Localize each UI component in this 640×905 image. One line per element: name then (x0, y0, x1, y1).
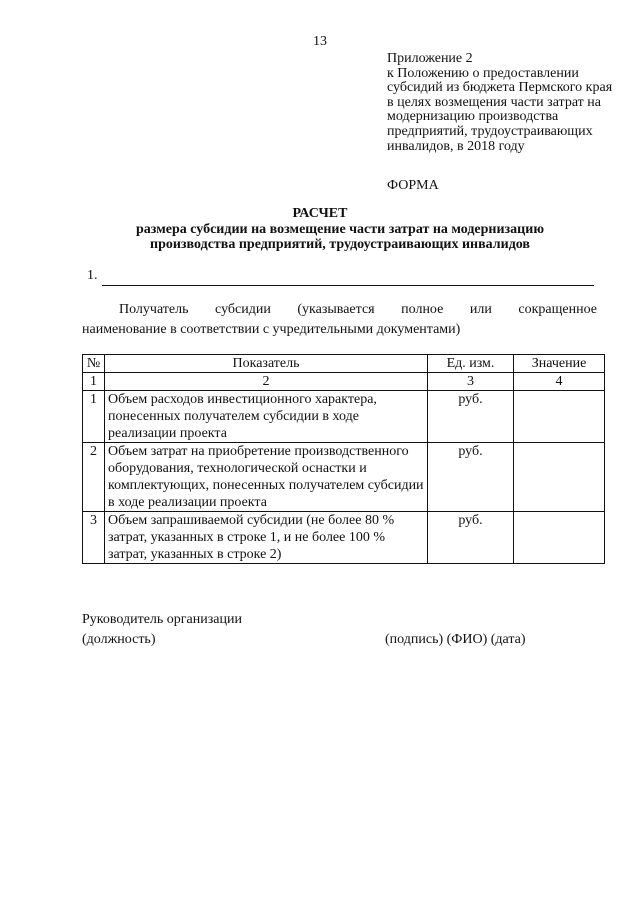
recipient-note (82, 300, 597, 340)
document-title: РАСЧЕТ (292, 206, 348, 221)
row-number: 3 (83, 512, 105, 564)
document-subtitle: размера субсидии на возмещение части затрат на модернизацию производства предприятий, трудоустраивающих инвалидов (135, 222, 545, 252)
row-unit: руб. (428, 443, 514, 512)
row-value (514, 443, 605, 512)
header-number: № (83, 355, 105, 373)
column-number-4: 4 (514, 373, 605, 391)
column-number-2: 2 (105, 373, 428, 391)
table-row (83, 512, 605, 564)
column-number-1: 1 (83, 373, 105, 391)
row-unit: руб. (428, 391, 514, 443)
row-value (514, 391, 605, 443)
item-number: 1. (87, 268, 98, 283)
header-indicator: Показатель (105, 355, 428, 373)
recipient-note-line2: наименование в соответствии с учредительными документами) (82, 322, 461, 337)
table-row (83, 391, 605, 443)
row-unit: руб. (428, 512, 514, 564)
page-number: 13 (313, 34, 327, 49)
head-of-organization-label: Руководитель организации (82, 612, 242, 627)
header-value: Значение (514, 355, 605, 373)
row-indicator: Объем расходов инвестиционного характера, понесенных получателем субсидии в ходе реализации проекта (105, 391, 428, 443)
row-indicator: Объем затрат на приобретение производственного оборудования, технологической оснастки и комплектующих, понесенных получателем субсидии в ходе реализации проекта (105, 443, 428, 512)
position-label: (должность) (82, 632, 156, 647)
signature-fields-label: (подпись) (ФИО) (дата) (385, 632, 526, 647)
appendix-header: Приложение 2 к Положению о предоставлении субсидий из бюджета Пермского края в целях возмещения части затрат на модернизацию производства предприятий, трудоустраивающих инвалидов, в 2018 году (387, 51, 613, 154)
row-number: 1 (83, 391, 105, 443)
column-number-3: 3 (428, 373, 514, 391)
row-indicator: Объем запрашиваемой субсидии (не более 80 % затрат, указанных в строке 1, и не более 100 % затрат, указанных в строке 2) (105, 512, 428, 564)
table-row (83, 443, 605, 512)
row-number: 2 (83, 443, 105, 512)
form-label: ФОРМА (387, 178, 439, 193)
recipient-note-line1: Получатель субсидии (указывается полное или сокращенное (119, 302, 597, 317)
row-value (514, 512, 605, 564)
header-unit: Ед. изм. (428, 355, 514, 373)
calculation-table (82, 354, 605, 564)
table-header-row (83, 355, 605, 373)
table-column-numbers-row (83, 373, 605, 391)
recipient-name-line (102, 285, 594, 286)
